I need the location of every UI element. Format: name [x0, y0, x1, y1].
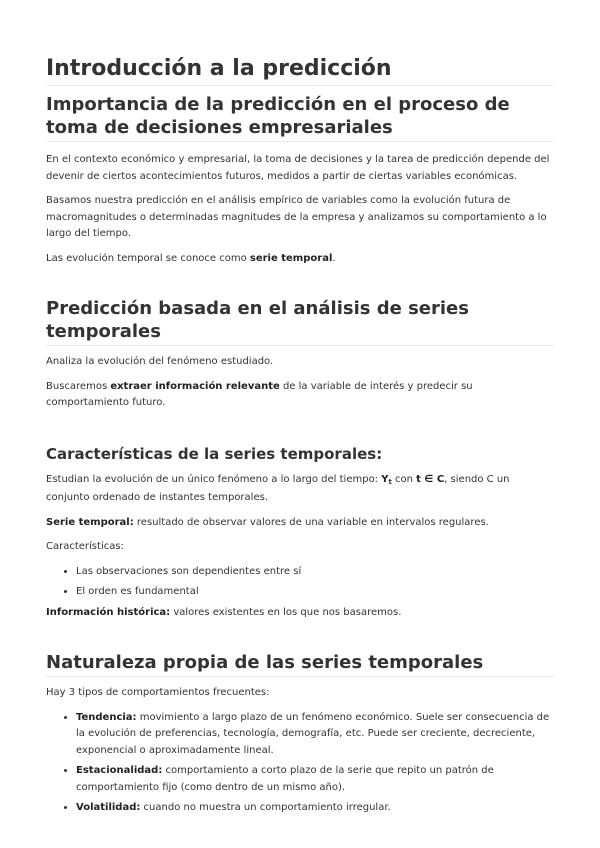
bold-text: serie temporal: [249, 252, 333, 264]
math-subscript: t: [388, 477, 392, 486]
text: , siendo C un conjunto ordenado de instantes temporales.: [46, 473, 510, 503]
text: .: [332, 252, 336, 264]
bullet-list: [46, 710, 554, 817]
bold-text: Serie temporal:: [46, 516, 134, 528]
text: Buscaremos: [46, 380, 111, 392]
text: Las evolución temporal se conoce como: [46, 252, 250, 264]
bold-text: t ∈ C: [416, 473, 445, 485]
bullet-list: [46, 564, 554, 601]
text: resultado de observar valores de una variable en intervalos regulares.: [133, 516, 489, 528]
bold-text: extraer información relevante: [110, 380, 280, 392]
bold-text: Volatilidad:: [76, 802, 141, 813]
document: [46, 56, 554, 821]
list-item: [76, 710, 554, 760]
list-item: • El orden es fundamental: [76, 584, 554, 601]
text: comportamiento a corto plazo de la serie que repito un patrón de comportamiento fijo (como dentro de un mismo año).: [76, 765, 494, 793]
section-heading-naturaleza: Naturaleza propia de las series temporales: [46, 651, 554, 677]
list-item: [76, 763, 554, 796]
page-title: Introducción a la predicción: [46, 56, 554, 86]
section-heading-caracteristicas: Características de la series temporales:: [46, 444, 383, 463]
list-item: • Las observaciones son dependientes entre sí: [76, 564, 554, 581]
paragraph: [46, 605, 554, 622]
paragraph: [46, 251, 554, 268]
section-heading-prediccion: Predicción basada en el análisis de series temporales: [46, 297, 554, 346]
text: con: [391, 473, 417, 485]
text: Estudian la evolución de un único fenómeno a lo largo del tiempo:: [46, 473, 382, 485]
paragraph: [46, 515, 554, 532]
text: valores existentes en los que nos basaremos.: [170, 606, 402, 618]
bold-text: Estacionalidad:: [76, 765, 163, 776]
bold-text: Información histórica:: [46, 606, 171, 618]
section-heading-importancia: Importancia de la predicción en el proceso de toma de decisiones empresariales: [46, 93, 554, 142]
paragraph: [46, 472, 554, 507]
paragraph: Analiza la evolución del fenómeno estudiado.: [46, 356, 274, 367]
paragraph: Basamos nuestra predicción en el análisis empírico de variables como la evolución futura de macromagnitudes o determinadas magnitudes de la empresa y analizamos su comportamiento a lo largo del tiempo.: [46, 195, 547, 239]
paragraph: [46, 379, 554, 412]
math-y: Y: [381, 473, 389, 485]
paragraph: En el contexto económico y empresarial, la toma de decisiones y la tarea de predicción depende del devenir de ciertos acontecimientos futuros, medidos a partir de ciertas variables económicas.: [46, 154, 550, 182]
paragraph: Hay 3 tipos de comportamientos frecuentes:: [46, 687, 270, 698]
bold-text: Tendencia:: [76, 711, 137, 723]
text: movimiento a largo plazo de un fenómeno económico. Suele ser consecuencia de la evolución de preferencias, tecnología, demografía, etc. Puede ser creciente, decreciente, exponencial o aproximadamente lineal.: [76, 711, 550, 756]
text: de la variable de interés y predecir su comportamiento futuro.: [46, 380, 473, 408]
list-item: [76, 800, 554, 817]
text: cuando no muestra un comportamiento irregular.: [140, 802, 391, 813]
paragraph: Características:: [46, 541, 124, 552]
